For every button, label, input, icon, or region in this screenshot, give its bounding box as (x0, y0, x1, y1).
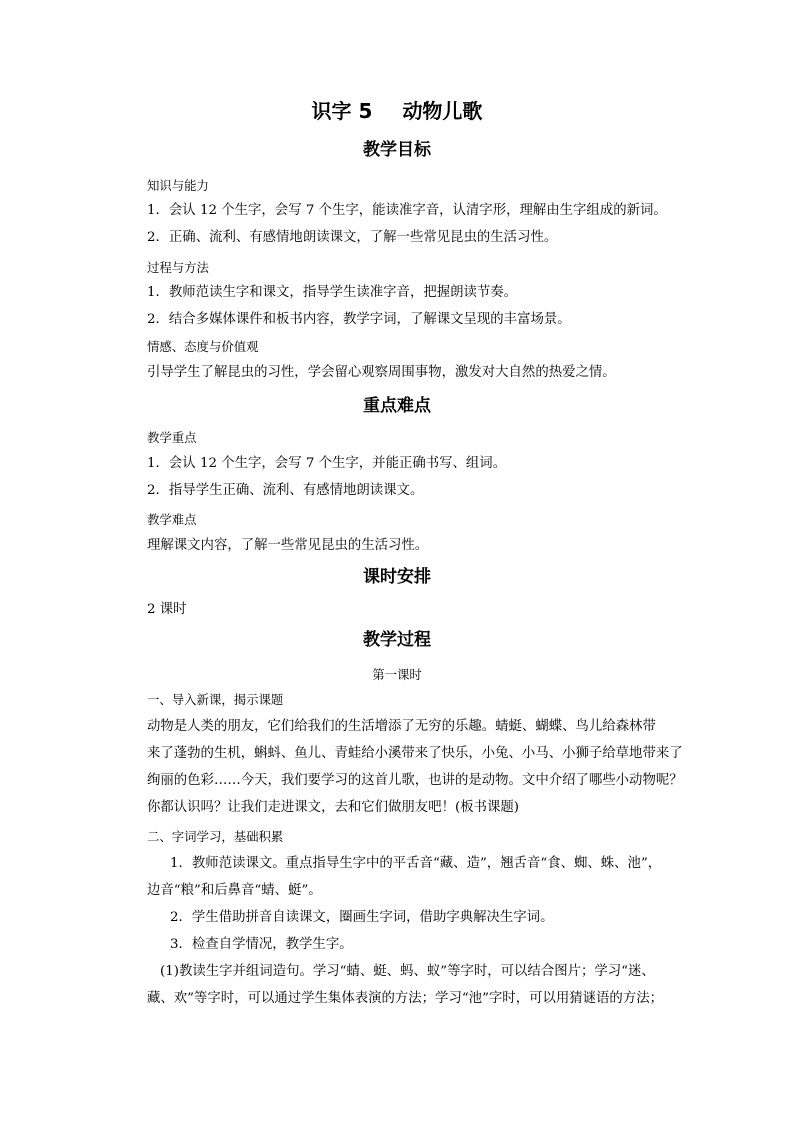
step1-line-2: 来了蓬勃的生机，蝌蚪、鱼儿、青蛙给小溪带来了快乐，小兔、小马、小狮子给草地带来了 (147, 746, 683, 761)
goal-emotion-1: 引导学生了解昆虫的习性，学会留心观察周围事物，激发对大自然的热爱之情。 (147, 365, 616, 380)
step2-item1-line-1: 1．教师范读课文。重点指导生字中的平舌音“藏、造”，翘舌音“食、蜘、蛛、池”， (170, 856, 662, 871)
first-lesson-label: 第一课时 (372, 667, 422, 682)
goal-process-2: 2．结合多媒体课件和板书内容，教学字词，了解课文呈现的丰富场景。 (147, 312, 571, 327)
focus-2: 2．指导学生正确、流利、有感情地朗读课文。 (147, 483, 424, 498)
label-emotion-values: 情感、态度与价值观 (147, 339, 259, 354)
step1-line-1-text: 动物是人类的朋友，它们给我们的生活增添了无穷的乐趣。蜻蜓、蝴蝶、鸟儿给森林带 (147, 719, 656, 734)
heading-teaching-goals: 教学目标 (363, 140, 431, 160)
heading-teaching-process: 教学过程 (363, 630, 431, 650)
goal-process-1: 1．教师范读生字和课文，指导学生读准字音，把握朗读节奏。 (147, 285, 518, 300)
title-lesson-number: 识字 5 (311, 99, 373, 123)
step2-item1-line-2: 边音“粮”和后鼻音“蜻、蜓”。 (147, 883, 322, 898)
step1-label: 一、导入新课，揭示课题 (147, 692, 284, 707)
step2-item2: 2．学生借助拼音自读课文，圈画生字词，借助字典解决生字词。 (170, 910, 554, 925)
step2-label: 二、字词学习，基础积累 (147, 829, 284, 844)
label-teaching-focus: 教学重点 (147, 430, 197, 445)
step2-sub1-line-1: (1)教读生字并组词造句。学习“蜻、蜓、蚂、蚁”等字时，可以结合图片；学习“迷、 (160, 964, 655, 979)
step2-sub1-line-2: 藏、欢”等字时，可以通过学生集体表演的方法；学习“池”字时，可以用猜谜语的方法； (147, 991, 663, 1006)
step2-item3: 3．检查自学情况，教学生字。 (170, 937, 353, 952)
document-title (0, 98, 794, 124)
step1-line-3: 绚丽的色彩……今天，我们要学习的这首儿歌，也讲的是动物。文中介绍了哪些小动物呢？ (147, 773, 683, 788)
title-lesson-name: 动物儿歌 (402, 99, 483, 123)
schedule-text: 2 课时 (147, 602, 187, 617)
label-process-method: 过程与方法 (147, 260, 209, 275)
label-knowledge-ability: 知识与能力 (147, 178, 209, 193)
step1-line-4: 你都认识吗？让我们走进课文，去和它们做朋友吧！(板书课题) (147, 800, 519, 815)
focus-1: 1．会认 12 个生字，会写 7 个生字，并能正确书写、组词。 (147, 456, 507, 471)
goal-knowledge-1: 1．会认 12 个生字，会写 7 个生字，能读准字音，认清字形，理解由生字组成的新词。 (147, 203, 667, 218)
goal-knowledge-2: 2．正确、流利、有感情地朗读课文，了解一些常见昆虫的生活习性。 (147, 230, 558, 245)
difficulty-1: 理解课文内容，了解一些常见昆虫的生活习性。 (147, 538, 429, 553)
label-teaching-difficulty: 教学难点 (147, 512, 197, 527)
step1-line-1 (147, 718, 656, 736)
heading-schedule: 课时安排 (363, 567, 431, 587)
heading-key-difficult: 重点难点 (363, 396, 431, 416)
